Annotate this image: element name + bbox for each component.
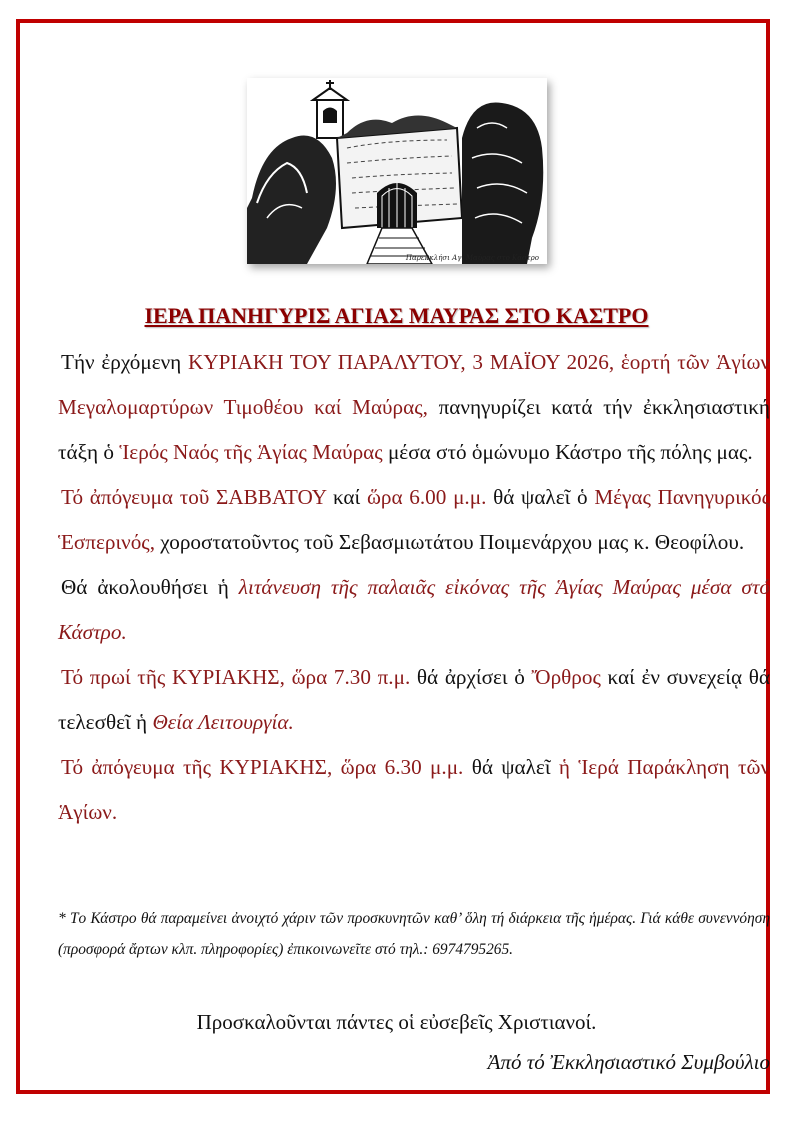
highlight-feast: ἑορτή τῶν Ἁγίων Μεγαλομαρτύρων Τιμοθέου καί Μαύρας, — [58, 350, 770, 419]
signature: Ἀπό τό Ἐκκλησιαστικό Συμβούλιο — [487, 1050, 770, 1074]
highlight-date: ΚΥΡΙΑΚΗ ΤΟΥ ΠΑΡΑΛΥΤΟΥ, 3 ΜΑΪΟΥ 2026, — [188, 350, 615, 374]
highlight-procession: λιτάνευση τῆς παλαιᾶς εἰκόνας τῆς Ἁγίας Μαύρας μέσα στό Κάστρο. — [58, 575, 770, 644]
highlight-orthros: Ὄρθρος — [531, 665, 601, 689]
text: Θά ἀκολουθήσει ἡ — [61, 575, 239, 599]
highlight-morning-time: Τό πρωί τῆς ΚΥΡΙΑΚΗΣ, ὥρα 7.30 π.μ. — [61, 665, 411, 689]
text: χοροστατοῦντος τοῦ Σεβασμιωτάτου Ποιμενάρχου μας κ. Θεοφίλου. — [155, 530, 745, 554]
highlight-vespers: Μέγας Πανηγυρικός Ἑσπερινός, — [58, 485, 770, 554]
text: θά ψαλεῖ — [463, 755, 559, 779]
paragraph-sunday-morning — [58, 655, 770, 745]
paragraph-sunday-evening — [58, 745, 770, 835]
text: Τήν ἐρχόμενη — [61, 350, 189, 374]
text: μέσα στό ὁμώνυμο Κάστρο τῆς πόλης μας. — [382, 440, 753, 464]
text: καί ἐν συνεχείᾳ θά τελεσθεῖ ἡ — [58, 665, 770, 734]
highlight-liturgy: Θεία Λειτουργία. — [152, 710, 294, 734]
sketch-caption: Παρεκκλήσι Αγ. Μαύρας στο Κάστρο — [405, 254, 539, 262]
highlight-church: Ἱερός Ναός τῆς Ἁγίας Μαύρας — [119, 440, 383, 464]
text: πανηγυρίζει κατά τήν ἐκκλησιαστική τάξη ὁ — [58, 395, 770, 464]
church-sketch-drawing — [247, 78, 547, 264]
highlight: Τό ἀπόγευμα τοῦ — [61, 485, 217, 509]
invitation-line: Προσκαλοῦνται πάντες οἱ εὐσεβεῖς Χριστιανοί. — [196, 1010, 597, 1034]
page-title: ΙΕΡΑ ΠΑΝΗΓΥΡΙΣ ΑΓΙΑΣ ΜΑΥΡΑΣ ΣΤΟ ΚΑΣΤΡΟ — [144, 303, 649, 328]
highlight-paraklesis: ἡ Ἱερά Παράκληση τῶν Ἁγίων. — [58, 755, 770, 824]
highlight-time: ὥρα 6.00 μ.μ. — [366, 485, 487, 509]
paragraph-saturday-vespers — [58, 475, 770, 565]
highlight-evening-time: Τό ἀπόγευμα τῆς ΚΥΡΙΑΚΗΣ, ὥρα 6.30 μ.μ. — [61, 755, 464, 779]
highlight-saturday: ΣΑΒΒΑΤΟΥ — [216, 485, 327, 509]
text: καί — [326, 485, 367, 509]
text: θά ψαλεῖ ὁ — [486, 485, 595, 509]
church-sketch-image — [247, 78, 547, 264]
footnote: * Τo Κάστρο θά παραμείνει ἀνοιχτό χάριν τῶν προσκυνητῶν καθ’ ὅλη τή διάρκεια τῆς ἡμέρας. Γιά κάθε συνεννόηση (προσφορά ἄρτων κλπ. πληροφορίες) ἐπικοινωνεῖτε στό τηλ.: 6974795265. — [58, 910, 770, 958]
text — [614, 350, 621, 374]
paragraph-procession — [58, 565, 770, 655]
paragraph-sunday-feast — [58, 340, 770, 475]
announcement-body — [58, 340, 770, 835]
text: θά ἀρχίσει ὁ — [410, 665, 532, 689]
